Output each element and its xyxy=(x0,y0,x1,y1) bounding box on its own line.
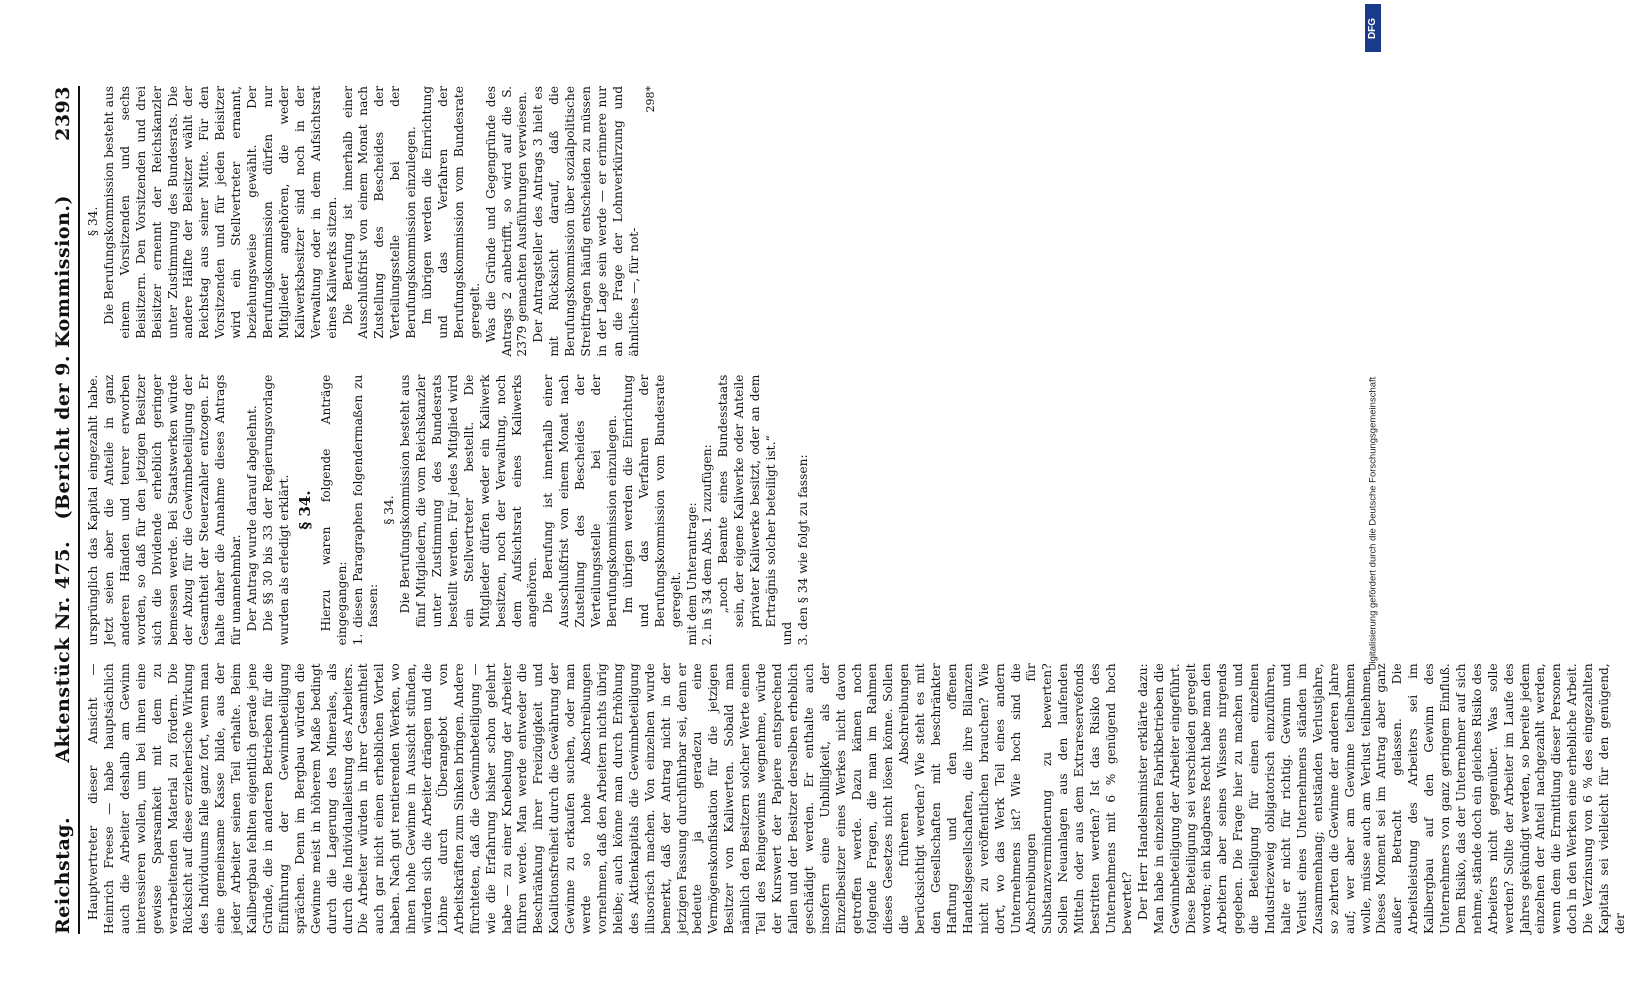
header-left: Reichstag. xyxy=(52,816,74,934)
list-item: 1. diesen Paragraphen folgendermaßen zu fassen: xyxy=(350,374,381,646)
header-document-number: Aktenstück Nr. 475. xyxy=(52,540,74,763)
quoted-paragraph: Im übrigen werden die Einrichtung und das Verfahren der Berufungskommission vom Bundesrate geregelt. xyxy=(420,85,482,339)
quoted-paragraph: Die Berufungskommission besteht aus einem Vorsitzenden und sechs Beisitzern. Den Vorsitzenden und drei Beisitzer ernennt der Reichskanzler unter Zustimmung des Bundesrats. Die andere Hälfte der Beisitzer wählt der Reichstag aus seiner Mitte. Für den Vorsitzenden und für jeden Beisitzer wird ein Stellvertreter ernannt, beziehungsweise gewählt. Der Berufungskommission dürfen nur Mitglieder angehören, die weder Kaliwerksbesitzer sind noch in der Verwaltung oder in dem Aufsichtsrat eines Kaliwerks sitzen. xyxy=(101,85,339,339)
header-commission: (Bericht der 9. Kommission.) xyxy=(52,195,74,520)
header-center xyxy=(52,141,74,817)
column-middle xyxy=(86,375,1286,646)
paragraph: Der Antragsteller des Antrags 3 hielt es mit Rücksicht darauf, daß die Berufungskommission über sozialpolitische Streitfragen häufig entscheiden zu müssen in der Lage sein werde — er erinnere nur an die Frage der Lohnverkürzung und ähnliches —, für not- xyxy=(531,85,641,357)
list-item: 2. in § 34 dem Abs. 1 zuzufügen: xyxy=(700,444,715,646)
paragraph-number: § 34. xyxy=(382,495,397,525)
page-header xyxy=(52,86,80,934)
list-item: 3. den § 34 wie folgt zu fassen: xyxy=(795,454,810,646)
digitization-notice-text: Digitalisierung gefördert durch die Deutsche Forschungsgemeinschaft xyxy=(1367,376,1379,671)
quoted-paragraph: Im übrigen werden die Einrichtung und das Verfahren der Berufungskommission vom Bundesrate geregelt. xyxy=(620,374,683,628)
paragraph: Die §§ 30 bis 33 der Regierungsvorlage wurden als erledigt erklärt. xyxy=(260,374,291,646)
digitization-notice xyxy=(1365,58,1381,998)
column-right xyxy=(86,86,1286,357)
page-number: 2393 xyxy=(52,86,74,141)
paragraph: und xyxy=(779,621,794,646)
column-left xyxy=(86,663,1627,934)
paragraph-number: § 34. xyxy=(86,206,100,236)
digitization-sidebar xyxy=(1365,0,1383,1000)
paragraph: Der Antrag wurde darauf abgelehnt. xyxy=(245,405,260,632)
paragraph: Der Herr Handelsminister erklärte dazu: Man habe in einzelnen Fabrikbetrieben die Gewinnbeteiligung der Arbeiter eingeführt. Diese Beteiligung sei verschieden geregelt worden; ein klagbares Recht habe man den Arbeitern aber seines Wissens nirgends gegeben. Die Frage hier zu machen und die Beteiligung für einen einzelnen Industriezweig obligatorisch einzuführen, halte er nicht für richtig. Gewinn und Verlust eines Unternehmens ständen im Zusammenhang; entständen Verlustjahre, so zehrten die Gewinne der anderen Jahre auf; wer aber am Gewinne teilnehmen wolle, müsse auch am Verlust teilnehmen. Dieses Moment sei im Antrag aber ganz außer Betracht gelassen. Die Arbeitsleistung des Arbeiters sei im Kalibergbau auf den Gewinn des Unternehmers von ganz geringem Einfluß. Dem Risiko, das der Unternehmer auf sich nehme, stände doch ein gleiches Risiko des Arbeiters nicht gegenüber. Was solle werden? Sollte der Arbeiter im Laufe des Jahres gekündigt werden, so bereite jedem einzelnen der Anteil nachgezahlt werden, wenn dem die Ermittlung dieser Personen doch in den Werken eine erhebliche Arbeit. Die Verzinsung von 6 % des eingezahlten Kapitals sei vielleicht für den genügend, der xyxy=(1135,663,1627,934)
paragraph: Hauptvertreter dieser Ansicht — Heinrich Freese — habe hauptsächlich auch die Arbeiter deshalb am Gewinn interessieren wollen, um bei ihnen eine gewisse Sparsamkeit mit dem zu verarbeitenden Material zu fördern. Die Rücksicht auf diese erzieherische Wirkung des Individuums falle ganz fort, wenn man eine gemeinsame Kasse bilde, aus der jeder Arbeiter seinen Teil erhalte. Beim Kalibergbau fehlten eigentlich gerade jene Gründe, die in anderen Betrieben für die Einführung der Gewinnbeteiligung sprächen. Denn im Bergbau würden die Gewinne meist in höherem Maße bedingt durch die Lagerung des Minerales, als durch die Individualleistung des Arbeiters. Die Arbeiter würden in ihrer Gesamtheit auch gar nicht einen erheblichen Vorteil haben. Nach gut rentierenden Werken, wo ihnen hohe Gewinne in Aussicht stünden, würden sich die Arbeiter drängen und die Löhne durch Überangebot von Arbeitskräften zum Sinken bringen. Andere fürchteten, daß die Gewinnbeteiligung — wie die Erfahrung bisher schon gelehrt habe — zu einer Knebelung der Arbeiter führen werde. Man werde entweder die Beschränkung ihrer Freizügigkeit und Koalitionsfreiheit durch die Gewährung der Gewinne zu erkaufen suchen, oder man werde so hohe Abschreibungen vornehmen, daß den Arbeitern nichts übrig bleibe; auch könne man durch Erhöhung des Aktienkapitals die Gewinnbeteiligung illusorisch machen. Von einzelnen wurde bemerkt, daß der Antrag nicht in der jetzigen Fassung durchführbar sei, denn er bedeute ja geradezu eine Vermögenskonfiskation für die jetzigen Besitzer von Kaliwerten. Sobald man nämlich den Besitzern solcher Werte einen Teil des Reingewinns wegnehme, würde der Kurswert der Papiere entsprechend fallen und der Besitzer derselben erheblich geschädigt werden. Er enthalte auch insofern eine Unbilligkeit, als der Einzelbesitzer eines Werkes nicht davon getroffen werde. Dazu kämen noch folgende Fragen, die man im Rahmen dieses Gesetzes nicht lösen könne. Sollen die früheren Abschreibungen berücksichtigt werden? Wie steht es mit den Gesellschaften mit beschränkter Haftung und den offenen Handelsgesellschaften, die ihre Bilanzen nicht zu veröffentlichen brauchen? Wie dort, wo das Werk Teil eines andern Unternehmens ist? Wie hoch sind die Abschreibungen für Substanzverminderung zu bewerten? Sollen Neuanlagen aus den laufenden Mitteln oder aus dem Extrareservefonds bestritten werden? Ist das Risiko des Unternehmens mit 6 % genügend hoch bewertet? xyxy=(86,663,1134,934)
paragraph: mit dem Unterantrage: xyxy=(684,502,699,646)
quoted-paragraph: Die Berufung ist innerhalb einer Ausschlußfrist von einem Monat nach Zustellung des Bescheides der Verteilungsstelle bei der Berufungskommission einzulegen. xyxy=(340,85,419,339)
paragraph: Hierzu waren folgende Anträge eingegangen: xyxy=(318,374,349,646)
quoted-paragraph: Die Berufungskommission besteht aus fünf Mitgliedern, die vom Reichskanzler unter Zustimmung des Bundesrats bestellt werden. Für jedes Mitglied wird ein Stellvertreter bestellt. Die Mitglieder dürfen weder ein Kaliwerk besitzen, noch der Verwaltung, noch dem Aufsichtsrat eines Kaliwerks angehören. xyxy=(398,374,540,628)
dfg-logo xyxy=(1365,4,1381,52)
paragraph: Was die Gründe und Gegengründe des Antrags 2 anbetrifft, so wird auf die S. 2379 gemachten Ausführungen verwiesen. xyxy=(483,85,530,357)
section-heading: § 34. xyxy=(295,490,314,530)
quoted-paragraph: Die Berufung ist innerhalb einer Ausschlußfrist von einem Monat nach Zustellung des Bescheides der Verteilungsstelle bei der Berufungskommission einzulegen. xyxy=(541,374,619,628)
quoted-paragraph: „noch Beamte eines Bundesstaats sein, der eigene Kaliwerke oder Anteile privater Kaliwerke besitzt, oder an dem Ertrag̈nis solcher beteiligt ist.“ xyxy=(716,374,779,628)
footer-signature-mark: 298* xyxy=(643,85,657,113)
paragraph: ursprünglich das Kapital eingezahlt habe. Jetzt seien aber die Anteile in ganz anderen Händen und teurer erworben worden, so daß für den jetzigen Besitzer sich die Dividende erheblich geringer bemessen werde. Bei Staatswerken würde der Abzug für die Gewinnbeteiligung der Gesamtheit der Steuerzahler entzogen. Er halte daher die Annahme dieses Antrags für unannehmbar. xyxy=(86,374,244,646)
dfg-badge-text: DFG xyxy=(1367,17,1379,39)
